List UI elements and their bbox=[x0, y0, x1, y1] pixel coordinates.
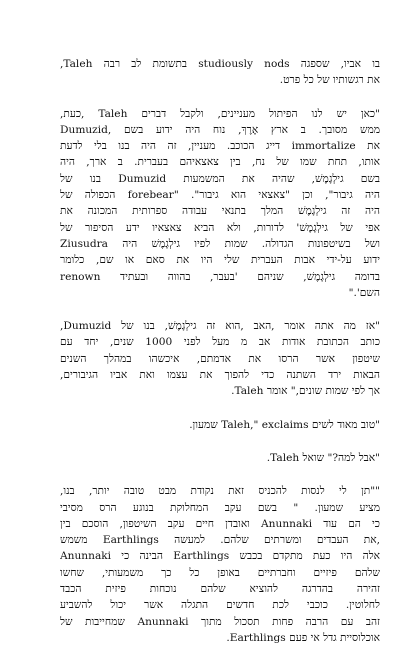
text-line: ""תן לי לנסות להכניס זאת נקודת מבט טובה יותר, בנו, bbox=[60, 485, 380, 498]
text-line: כי הם עוד Anunnaki ואובדן חיים עקב השיטפון, הוסכם בין bbox=[60, 517, 380, 530]
text-line: אפי של גילְגָמֶשׁ' לדורות, ולא הביא צאצאיו ידע הסיפור של bbox=[60, 221, 380, 234]
paragraph-3 bbox=[60, 318, 380, 399]
text-line: "אבל למה?" שואל Taleh. bbox=[266, 451, 380, 464]
text-line: לחלוטין. כוכבי לכת חדשים התגלה אשר יכול להשביע bbox=[60, 599, 380, 612]
page-text bbox=[60, 56, 380, 663]
text-line: כותב הכתובת אודות אב מ מעל לפני 1000 שנים, יחד עם bbox=[60, 336, 380, 349]
text-line: אלה היו כעת מתקדם בכבש Earthlings הבינה כי Anunnaki bbox=[60, 550, 380, 563]
text-line: אותו, תחת שמו של נח, בין צאצאיהם בעברית. ב ארך, היה bbox=[60, 156, 380, 169]
text-line: שיטפון אשר הרסו את אדמתם, איכשהו במהלך השנים bbox=[60, 352, 380, 365]
paragraph-5 bbox=[60, 450, 380, 466]
paragraph-1 bbox=[60, 56, 380, 89]
text-line: ושל בשיטפונות הגדולה. שמות לפיו גילְגָמֶשׁ היה Ziusudra bbox=[60, 237, 380, 250]
text-line: את רגשותיו של כל פרט. bbox=[279, 74, 380, 87]
text-line: זהב עם הרבה פחות תסכול מתוך Anunnaki שמחייבות של bbox=[60, 615, 380, 628]
text-line: אך לפי שמות שונים," אומר Taleh. bbox=[231, 385, 380, 398]
text-line: מציע שמעון. " בשם עקב המחלוקת בנוגע הרס מסיבי bbox=[60, 501, 380, 514]
text-line: בשם גילְגָמֶשׁ, שהיה את המשמעות Dumuzid בנו של bbox=[60, 172, 380, 185]
text-line: ,את העבדים ומשרתים שלהם. למעשה Earthlings משמש bbox=[60, 534, 380, 547]
text-line: אוכלוסיית גדל אי פעם Earthlings. bbox=[226, 631, 380, 644]
paragraph-6 bbox=[60, 483, 380, 646]
text-line: "טוב מאוד לשים Taleh," exclaims שמעון. bbox=[189, 418, 380, 431]
text-line: הבאות ירד השתנה כדי להפוך את עצמו ואת אביו הגיבורים, bbox=[60, 369, 380, 382]
paragraph-4 bbox=[60, 417, 380, 433]
text-line: שלהם פיזיים וחברתיים באופן כל כך משמעותי, שחשו bbox=[60, 566, 380, 579]
paragraph-2 bbox=[60, 106, 380, 302]
text-line: זהירה בהדרגה להוציא שלהם נוכחות פיזית הכבד bbox=[60, 583, 380, 596]
text-line: בו אביו, שספגה studiously nods בתשומת לב רבה Taleh, bbox=[60, 58, 380, 70]
text-line: ידוע על-ידי אבות העברית שלי היו את סאם או שם, כלומר bbox=[60, 254, 380, 267]
text-line: "אז מה אתה אומר ,האב ,הוא זה גילְגָמֶשׁ, בנו של Dumuzid, bbox=[60, 320, 380, 333]
text-line: היה גיבור", וכן "צאצאי הוא גיבור". "forebear הכפולה של bbox=[60, 189, 380, 202]
text-line: Dumuzid, ממש מסובך. ב ארץ אֶרֶךְ, נוח היה ידוע בשם bbox=[60, 123, 380, 136]
text-line: השם'." bbox=[348, 286, 380, 299]
text-line: את immortalize דייג הכוכב. מעניין, זה היה בנו בלי לדעת bbox=[60, 140, 380, 153]
text-line: "כאן יש לנו הפיתול מעניינים, ולקבל דברים Taleh ,כעת, bbox=[60, 107, 380, 120]
text-line: היה זה גילְגָמֶשׁ המלך בתנאי עבודה ספרותית המכונה את bbox=[60, 205, 380, 218]
text-line: renown בדומה גילְגָמֶשׁ, שניהם 'בעבר, בהווה ובעתיד bbox=[60, 270, 380, 283]
